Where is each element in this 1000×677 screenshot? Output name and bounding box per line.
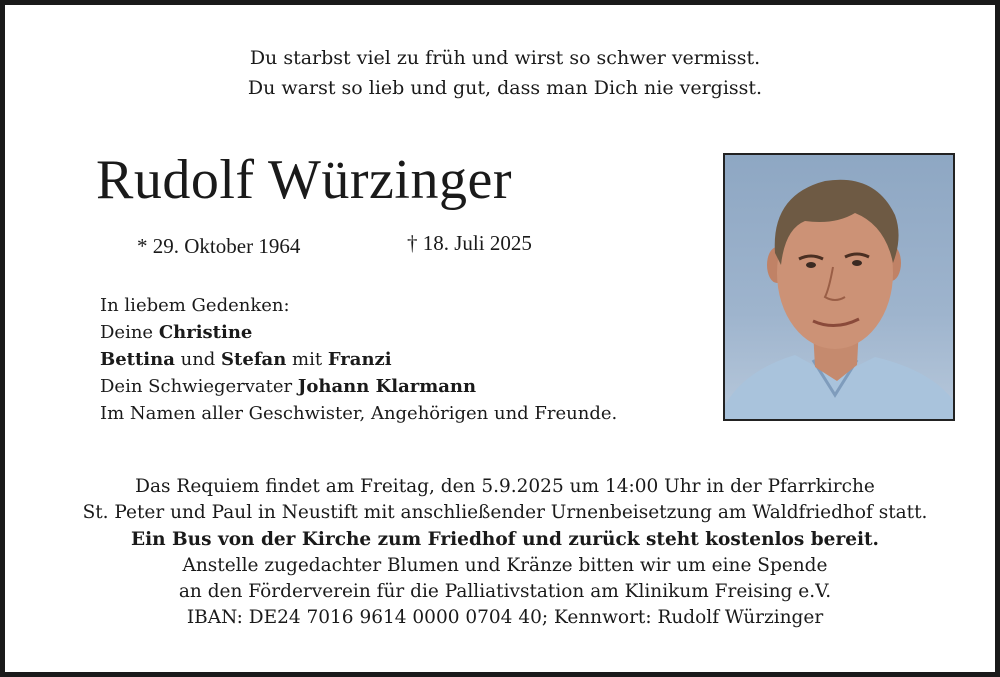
portrait-image: [725, 155, 953, 419]
mourner-line: [100, 373, 617, 400]
mourner-line: [100, 319, 617, 346]
verse-line-1: Du starbst viel zu früh und wirst so schwer vermisst.: [249, 47, 761, 69]
notice-line-5: an den Förderverein für die Palliativstation am Klinikum Freising e.V.: [178, 581, 832, 603]
mourner-line: Im Namen aller Geschwister, Angehörigen und Freunde.: [100, 403, 618, 424]
mourner-connector: mit: [286, 349, 328, 370]
bus-notice: Ein Bus von der Kirche zum Friedhof und zurück steht kostenlos bereit.: [131, 528, 879, 550]
deceased-name: Rudolf Würzinger: [96, 149, 512, 211]
funeral-notice: [5, 474, 1000, 632]
notice-line-2: St. Peter und Paul in Neustift mit anschließender Urnenbeisetzung am Waldfriedhof statt.: [82, 502, 928, 524]
mourner-line: [100, 346, 617, 373]
birth-date: * 29. Oktober 1964: [137, 234, 301, 258]
mourner-name: Franzi: [327, 349, 392, 370]
mourner-name: Stefan: [221, 349, 287, 370]
mourner-name: Bettina: [100, 349, 175, 370]
notice-line-3-bus: [5, 527, 1000, 553]
notice-line-4: Anstelle zugedachter Blumen und Kränze bitten wir um eine Spende: [182, 554, 828, 576]
mourner-connector: und: [174, 349, 222, 370]
memory-intro: In liebem Gedenken:: [100, 295, 290, 316]
mourner-name: Christine: [158, 322, 253, 343]
verse-line-2: Du warst so lieb und gut, dass man Dich nie vergisst.: [247, 77, 763, 99]
mourner-relation: Dein Schwiegervater: [100, 376, 298, 397]
death-date: † 18. Juli 2025: [407, 231, 532, 255]
portrait-photo: [723, 153, 955, 421]
notice-line-6-iban: IBAN: DE24 7016 9614 0000 0704 40; Kennwort: Rudolf Würzinger: [186, 607, 824, 629]
mourner-name: Johann Klarmann: [297, 376, 477, 397]
verse: [5, 43, 1000, 103]
notice-line-1: Das Requiem findet am Freitag, den 5.9.2025 um 14:00 Uhr in der Pfarrkirche: [135, 476, 875, 497]
mourner-relation: Deine: [100, 322, 159, 343]
mourners-list: [100, 292, 617, 427]
